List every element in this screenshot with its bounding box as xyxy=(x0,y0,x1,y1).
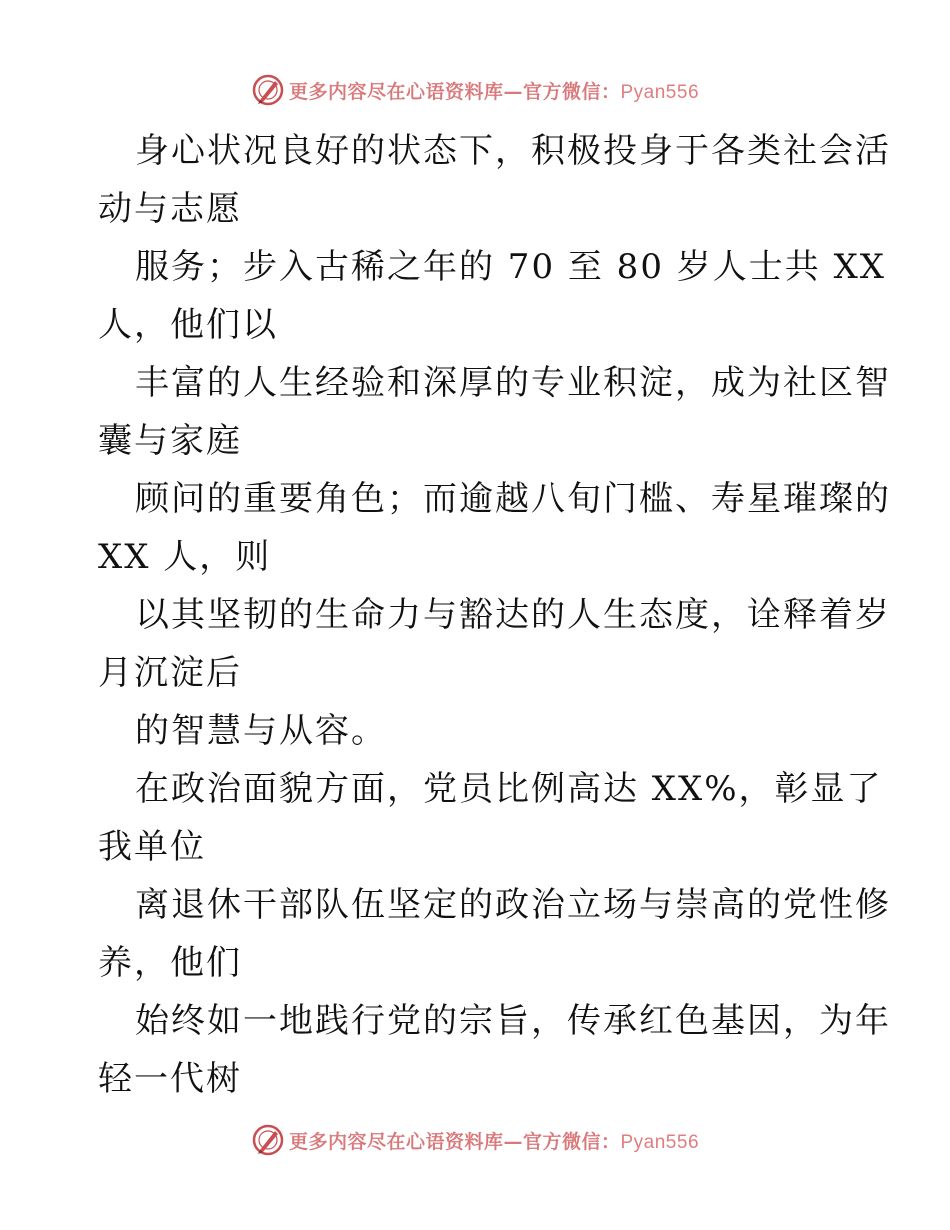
header-watermark-main: 更多内容尽在心语资料库—官方微信： xyxy=(288,80,621,103)
body-line: 服务；步入古稀之年的 70 至 80 岁人士共 XX xyxy=(135,247,886,287)
body-line: 身心状况良好的状态下，积极投身于各类社会活 xyxy=(135,131,891,171)
header-watermark-text xyxy=(289,77,699,104)
pen-logo-icon xyxy=(251,73,285,107)
body-line: 顾问的重要角色；而逾越八旬门槛、寿星璀璨的 xyxy=(135,479,891,519)
header-watermark-id: Pyan556 xyxy=(620,81,700,103)
body-line: 轻一代树 xyxy=(98,1059,242,1099)
body-line: 以其坚韧的生命力与豁达的人生态度，诠释着岁 xyxy=(135,595,891,635)
document-body xyxy=(98,122,891,1108)
footer-watermark-id: Pyan556 xyxy=(620,1131,700,1153)
body-line: 动与志愿 xyxy=(98,189,242,229)
body-line: 月沉淀后 xyxy=(98,653,242,693)
footer-watermark-main: 更多内容尽在心语资料库—官方微信： xyxy=(288,1130,621,1153)
body-line: 人，他们以 xyxy=(98,305,278,345)
body-line: 在政治面貌方面，党员比例高达 XX%，彰显了 xyxy=(135,769,883,809)
body-line: 始终如一地践行党的宗旨，传承红色基因，为年 xyxy=(135,1001,891,1041)
header-watermark-banner xyxy=(0,70,950,110)
body-line: 囊与家庭 xyxy=(98,421,242,461)
footer-watermark-text xyxy=(289,1127,699,1154)
body-line: 离退休干部队伍坚定的政治立场与崇高的党性修 xyxy=(135,885,891,925)
pen-logo-icon xyxy=(251,1123,285,1157)
body-line: 养，他们 xyxy=(98,943,242,983)
body-line: 的智慧与从容。 xyxy=(135,711,387,751)
footer-watermark-banner xyxy=(0,1120,950,1160)
body-line: 丰富的人生经验和深厚的专业积淀，成为社区智 xyxy=(135,363,891,403)
body-line: XX 人，则 xyxy=(98,537,272,577)
body-line: 我单位 xyxy=(98,827,206,867)
